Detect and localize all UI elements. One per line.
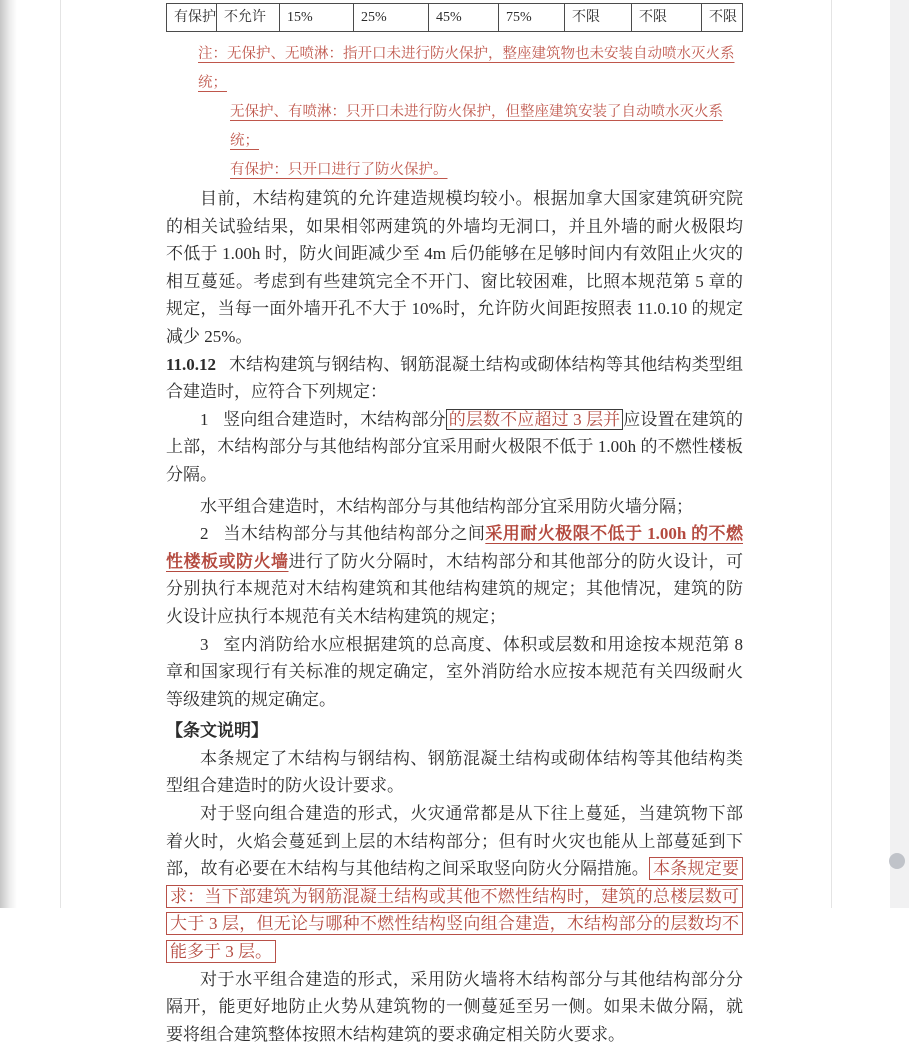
right-gutter xyxy=(890,0,909,908)
item2-red-highlight: 采用耐火极限不低于 1.00h 的不燃性楼板或防火墙 xyxy=(166,524,743,571)
commentary-paragraph-2 xyxy=(166,800,743,966)
scroll-indicator-dot[interactable] xyxy=(889,853,905,869)
commentary-paragraph-3: 对于水平组合建造的形式，采用防火墙将木结构部分与其他结构部分分隔开，能更好地防止火势从建筑物的一侧蔓延至另一侧。如果未做分隔，就要将组合建筑整体按照木结构建筑的要求确定相关防火要求。 xyxy=(166,969,743,1044)
item1-boxed-annotation: 的层数不应超过 3 层并 xyxy=(446,409,623,430)
table-cell: 不限 xyxy=(709,10,737,25)
item3-text: 室内消防给水应根据建筑的总高度、体积或层数和用途按本规范第 8 章和国家现行有关标准的规定确定，室外消防给水应按本规范有关四级耐火等级建筑的规定确定。 xyxy=(166,634,743,709)
table-cell: 45% xyxy=(429,4,499,31)
item1-text-post: 应设置在建筑的上部，木结构部分与其他结构部分宜采用耐火极限不低于 1.00h 的不燃性楼板分隔。 xyxy=(166,409,744,484)
item-number: 1 xyxy=(200,409,209,429)
item-number: 3 xyxy=(200,634,209,654)
table-cell: 75% xyxy=(499,4,565,31)
clause-item-3 xyxy=(166,631,743,714)
clause-11-0-12 xyxy=(166,351,743,406)
table-cell: 不允许 xyxy=(217,4,280,31)
clause-item-1-sub: 水平组合建造时，木结构部分与其他结构部分宜采用防火墙分隔； xyxy=(200,496,693,516)
page-edge-shadow xyxy=(0,0,17,908)
table-cell: 有保护 xyxy=(167,4,217,31)
document-page xyxy=(166,0,743,1048)
clause-item-2 xyxy=(166,520,743,630)
protection-table-row xyxy=(166,3,743,32)
page-left-border xyxy=(60,0,61,908)
commentary-paragraph-1: 本条规定了木结构与钢结构、钢筋混凝土结构或砌体结构等其他结构类型组合建造时的防火设计要求。 xyxy=(166,748,743,796)
clause-number: 11.0.12 xyxy=(166,354,217,374)
commentary-red-boxed-annotation: 本条规定要求：当下部建筑为钢筋混凝土结构或其他不燃性结构时，建筑的总楼层数可大于 3 层，但无论与哪种不燃性结构竖向组合建造，木结构部分的层数均不能多于 3 层。 xyxy=(166,857,743,963)
clause-title: 木结构建筑与钢结构、钢筋混凝土结构或砌体结构等其他结构类型组合建造时，应符合下列规定： xyxy=(166,354,743,402)
table-cell: 不限 xyxy=(565,4,632,31)
table-cell: 25% xyxy=(354,4,429,31)
note-line-1: 注：无保护、无喷淋：指开口未进行防火保护，整座建筑物也未安装自动喷水灭火系统； xyxy=(198,46,735,91)
item1-text-pre: 竖向组合建造时，木结构部分 xyxy=(222,409,446,429)
page-right-border xyxy=(831,0,832,908)
table-cell: 不限 xyxy=(632,4,702,31)
table-notes xyxy=(166,40,743,185)
item2-text-post: 进行了防火分隔时，木结构部分和其他部分的防火设计，可分别执行本规范对木结构建筑和其他结构建筑的规定；其他情况，建筑的防火设计应执行本规范有关木结构建筑的规定； xyxy=(166,551,743,626)
intro-paragraph: 目前，木结构建筑的允许建造规模均较小。根据加拿大国家建筑研究院的相关试验结果，如果相邻两建筑的外墙均无洞口，并且外墙的耐火极限均不低于 1.00h 时，防火间距减少至 4m 后仍能够在足够时间内有效阻止火灾的相互蔓延。考虑到有些建筑完全不开门、窗比较困难，比照本规范第 5 章的规定，当每一面外墙开孔不大于 10%时，允许防火间距按照表 11.0.10 的规定减少 25%。 xyxy=(166,189,743,346)
note-line-2: 无保护、有喷淋：只开口未进行防火保护，但整座建筑安装了自动喷水灭火系统； xyxy=(230,104,723,149)
commentary-heading: 【条文说明】 xyxy=(166,721,268,741)
commentary-p2-text: 对于竖向组合建造的形式，火灾通常都是从下往上蔓延，当建筑物下部着火时，火焰会蔓延到上层的木结构部分；但有时火灾也能从上部蔓延到下部，故有必要在木结构与其他结构之间采取竖向防火分隔措施。 xyxy=(166,804,743,879)
item2-text-pre: 当木结构部分与其他结构部分之间 xyxy=(222,524,486,544)
clause-item-1 xyxy=(166,406,743,489)
item-number: 2 xyxy=(200,524,209,544)
table-cell: 15% xyxy=(280,4,354,31)
note-line-3: 有保护：只开口进行了防火保护。 xyxy=(230,162,448,178)
